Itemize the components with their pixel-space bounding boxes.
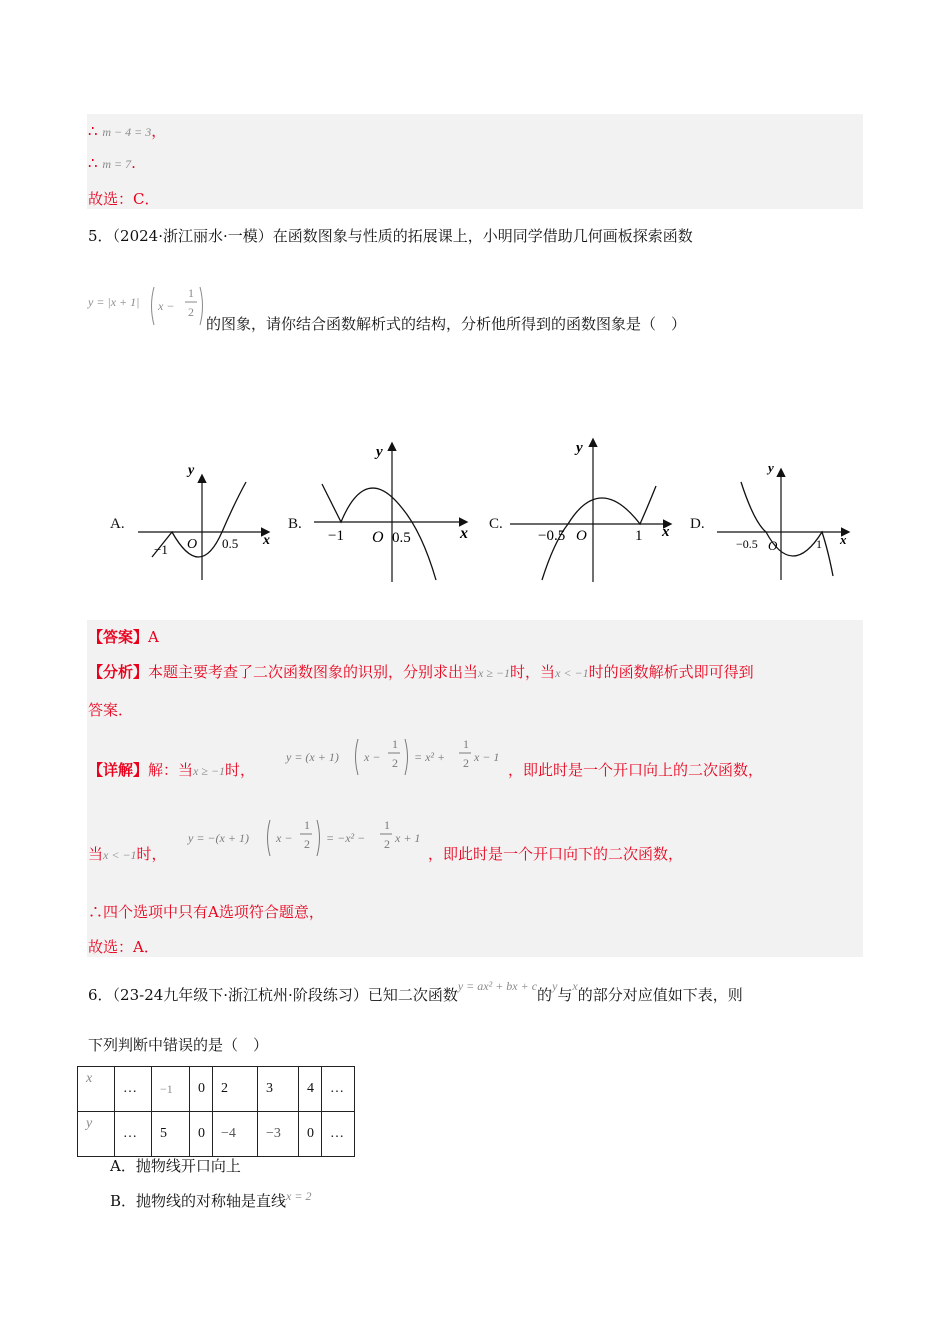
eq2-frac2-num: 1 bbox=[384, 818, 390, 832]
q5-answer: 【答案】A bbox=[88, 628, 159, 646]
prev-solution-line-1: ∴ m − 4 = 3， bbox=[88, 122, 167, 140]
option-b-y-label: y bbox=[376, 444, 383, 460]
q5-stem-line-1: 5．（2024·浙江丽水·一模）在函数图象与性质的拓展课上，小明同学借助几何画板探索函数 bbox=[88, 227, 693, 245]
q5-detail-eq1 bbox=[284, 735, 514, 779]
eq1-tail: x − 1 bbox=[474, 750, 500, 764]
q6-stem-line-2: 下列判断中错误的是（ ） bbox=[88, 1036, 269, 1054]
table-cell: 4 bbox=[299, 1067, 322, 1112]
eq1-frac2-den: 2 bbox=[463, 756, 469, 770]
q5-detail-line-1: 【详解】解：当x ≥ −1时， bbox=[88, 761, 256, 779]
q6-option-b[interactable]: B．抛物线的对称轴是直线$^{x = 2}$ bbox=[110, 1189, 312, 1210]
q6-option-a[interactable]: A．抛物线开口向上 bbox=[110, 1157, 241, 1175]
table-cell: 0 bbox=[190, 1067, 213, 1112]
table-row bbox=[78, 1112, 355, 1157]
option-c-tick-neg05: −0.5 bbox=[538, 528, 566, 544]
q5-detail-line-2: 当x < −1时， bbox=[88, 845, 167, 863]
q5-stem-text-2: 的图象，请你结合函数解析式的结构，分析他所得到的函数图象是（ ） bbox=[206, 315, 687, 333]
option-a-x-label: x bbox=[263, 533, 270, 548]
option-d-x-label: x bbox=[840, 532, 847, 547]
option-a-tick-05: 0.5 bbox=[222, 536, 239, 551]
q5-formula-den: 2 bbox=[188, 305, 194, 319]
q5-conclusion: ∴四个选项中只有A选项符合题意， bbox=[88, 903, 324, 921]
eq2-left: y = −(x + 1) bbox=[188, 831, 249, 845]
option-d-label: D. bbox=[690, 516, 705, 532]
option-c-label: C. bbox=[489, 516, 503, 532]
eq1-frac2-num: 1 bbox=[463, 737, 469, 751]
q5-formula-paren-text: x − bbox=[158, 299, 175, 313]
table-cell: 0 bbox=[190, 1112, 213, 1157]
q5-formula: y = |x + 1| bbox=[88, 295, 140, 309]
option-c-x-label: x bbox=[662, 524, 670, 540]
table-cell: 2 bbox=[213, 1067, 258, 1112]
eq2-paren: x − bbox=[276, 831, 293, 845]
table-cell: … bbox=[115, 1112, 152, 1157]
q5-detail-line-2-tail: ，即此时是一个开口向下的二次函数， bbox=[428, 845, 684, 863]
prev-solution-choice: 故选：C． bbox=[88, 190, 160, 208]
table-cell: −4 bbox=[213, 1112, 258, 1157]
table-cell: −3 bbox=[258, 1112, 299, 1157]
option-b-tick-05: 0.5 bbox=[392, 530, 411, 546]
option-b-origin: O bbox=[372, 529, 384, 546]
eq2-frac-den: 2 bbox=[304, 837, 310, 851]
option-d-tick-neg05: −0.5 bbox=[736, 537, 758, 551]
option-b-x-label: x bbox=[460, 525, 468, 542]
table-cell: y bbox=[78, 1112, 115, 1157]
option-d-curve bbox=[741, 482, 833, 576]
eq2-frac2-den: 2 bbox=[384, 837, 390, 851]
option-b-label: B. bbox=[288, 516, 302, 532]
eq1-right: = x² + bbox=[414, 750, 446, 764]
table-row bbox=[78, 1067, 355, 1112]
q5-formula-num: 1 bbox=[188, 286, 194, 300]
q5-detail-line-1-tail: ，即此时是一个开口向上的二次函数， bbox=[508, 761, 764, 779]
table-cell: 0 bbox=[299, 1112, 322, 1157]
option-a-tick-neg1: −1 bbox=[154, 542, 168, 557]
eq1-paren: x − bbox=[364, 750, 381, 764]
table-cell: 3 bbox=[258, 1067, 299, 1112]
option-b-tick-neg1: −1 bbox=[328, 528, 344, 544]
table-cell: x bbox=[78, 1067, 115, 1112]
option-c-origin: O bbox=[576, 528, 587, 544]
table-cell: −1 bbox=[152, 1067, 190, 1112]
option-a-label: A. bbox=[110, 516, 125, 532]
q6-stem-line-1: 6．（23-24九年级下·浙江杭州·阶段练习）已知二次函数$^{y = ax^2 + bx + c}$的$^y$与$^x$的部分对应值如下表，则 bbox=[88, 979, 743, 1004]
q5-detail-eq2 bbox=[186, 816, 436, 860]
option-c-y-label: y bbox=[576, 440, 583, 456]
q5-analysis-cont: 答案． bbox=[88, 701, 134, 719]
eq2-tail: x + 1 bbox=[395, 831, 421, 845]
q5-analysis: 【分析】本题主要考查了二次函数图象的识别，分别求出当x ≥ −1时，当x < −1时的函数解析式即可得到 bbox=[88, 663, 754, 681]
eq1-frac-den: 2 bbox=[392, 756, 398, 770]
prev-solution-line-2: ∴ m = 7. bbox=[88, 154, 136, 172]
q5-formula-paren bbox=[148, 283, 206, 329]
option-c-tick-1: 1 bbox=[635, 528, 643, 544]
table-cell: 5 bbox=[152, 1112, 190, 1157]
prev-solution-box bbox=[87, 114, 863, 209]
option-d-origin: O bbox=[768, 538, 778, 553]
eq1-frac-num: 1 bbox=[392, 737, 398, 751]
q5-options-graphs bbox=[100, 432, 860, 592]
table-cell: … bbox=[322, 1112, 355, 1157]
eq2-frac-num: 1 bbox=[304, 818, 310, 832]
table-cell: … bbox=[322, 1067, 355, 1112]
option-a-origin: O bbox=[187, 537, 198, 552]
option-d-tick-1: 1 bbox=[816, 537, 822, 551]
eq1-left: y = (x + 1) bbox=[286, 750, 339, 764]
option-a-y-label: y bbox=[188, 463, 195, 478]
q6-value-table bbox=[77, 1066, 355, 1157]
option-d-y-label: y bbox=[768, 460, 774, 475]
eq2-right: = −x² − bbox=[326, 831, 366, 845]
table-cell: … bbox=[115, 1067, 152, 1112]
q5-choice: 故选：A． bbox=[88, 938, 159, 956]
